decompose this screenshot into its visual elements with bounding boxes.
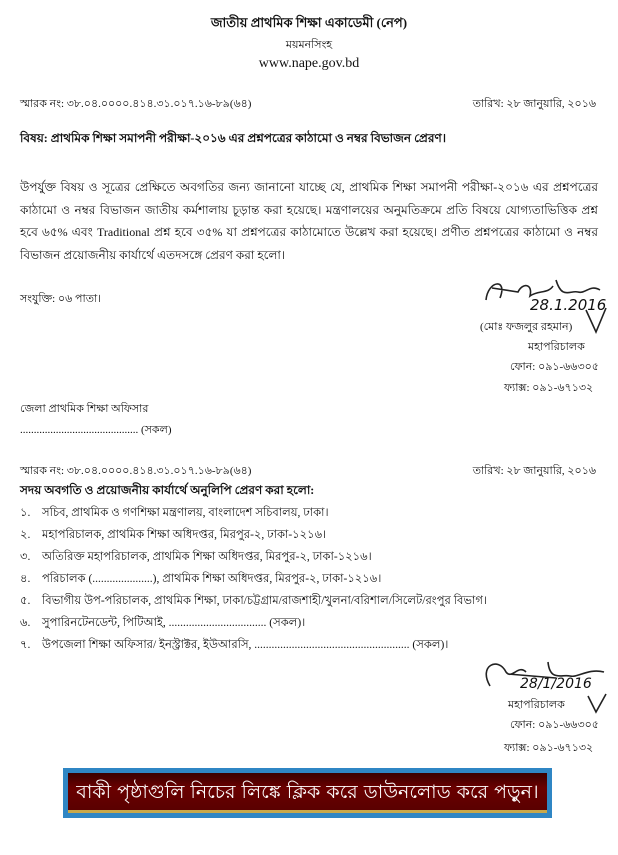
signatory-fax: ফ্যাক্স: ০৯১-৬৭১৩২ — [504, 382, 594, 394]
org-name: জাতীয় প্রাথমিক শিক্ষা একাডেমী (নেপ) — [210, 15, 408, 30]
copy-item — [20, 526, 326, 545]
download-banner[interactable] — [63, 768, 552, 818]
item-number: ৫. — [20, 595, 31, 607]
copy-item — [20, 636, 448, 655]
download-banner-text[interactable]: বাকী পৃষ্ঠাগুলি নিচের লিঙ্কে ক্লিক করে ডাউনলোড করে পড়ুন। — [68, 773, 547, 813]
item-text: সচিব, প্রাথমিক ও গণশিক্ষা মন্ত্রণালয়, বাংলাদেশ সচিবালয়, ঢাকা। — [42, 507, 329, 519]
signatory-phone: ফোন: ০৯১-৬৬৩০৫ — [510, 361, 599, 373]
copy-item — [20, 504, 329, 523]
item-number: ৬. — [20, 617, 31, 629]
copy-item — [20, 592, 487, 611]
copy-item — [20, 548, 372, 567]
item-text: বিভাগীয় উপ-পরিচালক, প্রাথমিক শিক্ষা, ঢাকা/চট্টগ্রাম/রাজশাহী/খুলনা/বরিশাল/সিলেট/রংপুর বিভাগ। — [42, 595, 487, 607]
signatory-designation: মহাপরিচালক — [528, 341, 585, 353]
item-number: ৩. — [20, 551, 31, 563]
item-text: পরিচালক (.....................), প্রাথমিক শিক্ষা অধিদপ্তর, মিরপুর-২, ঢাকা-১২১৬। — [42, 573, 382, 585]
signatory2-fax: ফ্যাক্স: ০৯১-৬৭১৩২ — [504, 742, 594, 754]
signature-date-2: 28/1/2016 — [520, 676, 592, 692]
item-number: ২. — [20, 529, 31, 541]
item-text: উপজেলা শিক্ষা অফিসার/ ইনস্ট্রাক্টর, ইউআরসি, ...................................................... (সকল)। — [42, 639, 449, 651]
signatory-name: (মোঃ ফজলুর রহমান) — [480, 321, 573, 333]
attachment-note: সংযুক্তি: ০৬ পাতা। — [20, 293, 102, 305]
org-website: www.nape.gov.bd — [258, 56, 360, 71]
body-paragraph: উপর্যুক্ত বিষয় ও সূত্রের প্রেক্ষিতে অবগতির জন্য জানানো যাচ্ছে যে, প্রাথমিক শিক্ষা সমাপনী পরীক্ষা-২০১৬ এর প্রশ্নপত্রের কাঠামো ও নম্বর বিভাজন জাতীয় কর্মশালায় চূড়ান্ত করা হয়েছে। মন্ত্রণালয়ের অনুমতিক্রমে প্রতি বিষয়ে যোগ্যতাভিত্তিক প্রশ্ন হবে ৬৫% এবং Traditional প্রশ্ন হবে ৩৫% যা প্রশ্নপত্রের কাঠামোতে উল্লেখ করা হয়েছে। প্রণীত প্রশ্নপত্রের কাঠামো ও নম্বর বিভাজন প্রয়োজনীয় কার্যার্থে এতদসঙ্গে প্রেরণ করা হলো। — [20, 180, 598, 262]
signature-date: 28.1.2016 — [530, 296, 607, 314]
item-text: অতিরিক্ত মহাপরিচালক, প্রাথমিক শিক্ষা অধিদপ্তর, মিরপুর-২, ঢাকা-১২১৬। — [42, 551, 372, 563]
org-city: ময়মনসিংহ — [285, 39, 333, 51]
copy-memo-date: তারিখ: ২৮ জানুয়ারি, ২০১৬ — [472, 465, 596, 477]
item-text: মহাপরিচালক, প্রাথমিক শিক্ষা অধিদপ্তর, মিরপুর-২, ঢাকা-১২১৬। — [42, 529, 327, 541]
copy-heading: সদয় অবগতি ও প্রয়োজনীয় কার্যার্থে অনুলিপি প্রেরণ করা হলো: — [20, 483, 315, 497]
memo-number: স্মারক নং: ৩৮.০৪.০০০০.৪১৪.৩১.০১৭.১৬-৮৯(৬৪) — [20, 98, 252, 110]
copy-item — [20, 570, 381, 589]
copy-item — [20, 614, 305, 633]
signatory2-phone: ফোন: ০৯১-৬৬৩০৫ — [510, 719, 599, 731]
signatory2-designation: মহাপরিচালক — [508, 699, 565, 711]
recipient-title: জেলা প্রাথমিক শিক্ষা অফিসার — [20, 403, 149, 415]
item-number: ৪. — [20, 573, 31, 585]
subject: বিষয়: প্রাথমিক শিক্ষা সমাপনী পরীক্ষা-২০১৬ এর প্রশ্নপত্রের কাঠামো ও নম্বর বিভাজন প্রেরণ। — [20, 131, 447, 145]
recipient-line: ........................................... (সকল) — [20, 424, 172, 436]
item-number: ১. — [20, 507, 31, 519]
item-text: সুপারিনটেনডেন্ট, পিটিআই, .................................. (সকল)। — [42, 617, 306, 629]
memo-date: তারিখ: ২৮ জানুয়ারি, ২০১৬ — [472, 98, 596, 110]
copy-memo-number: স্মারক নং: ৩৮.০৪.০০০০.৪১৪.৩১.০১৭.১৬-৮৯(৬৪) — [20, 465, 252, 477]
item-number: ৭. — [20, 639, 31, 651]
